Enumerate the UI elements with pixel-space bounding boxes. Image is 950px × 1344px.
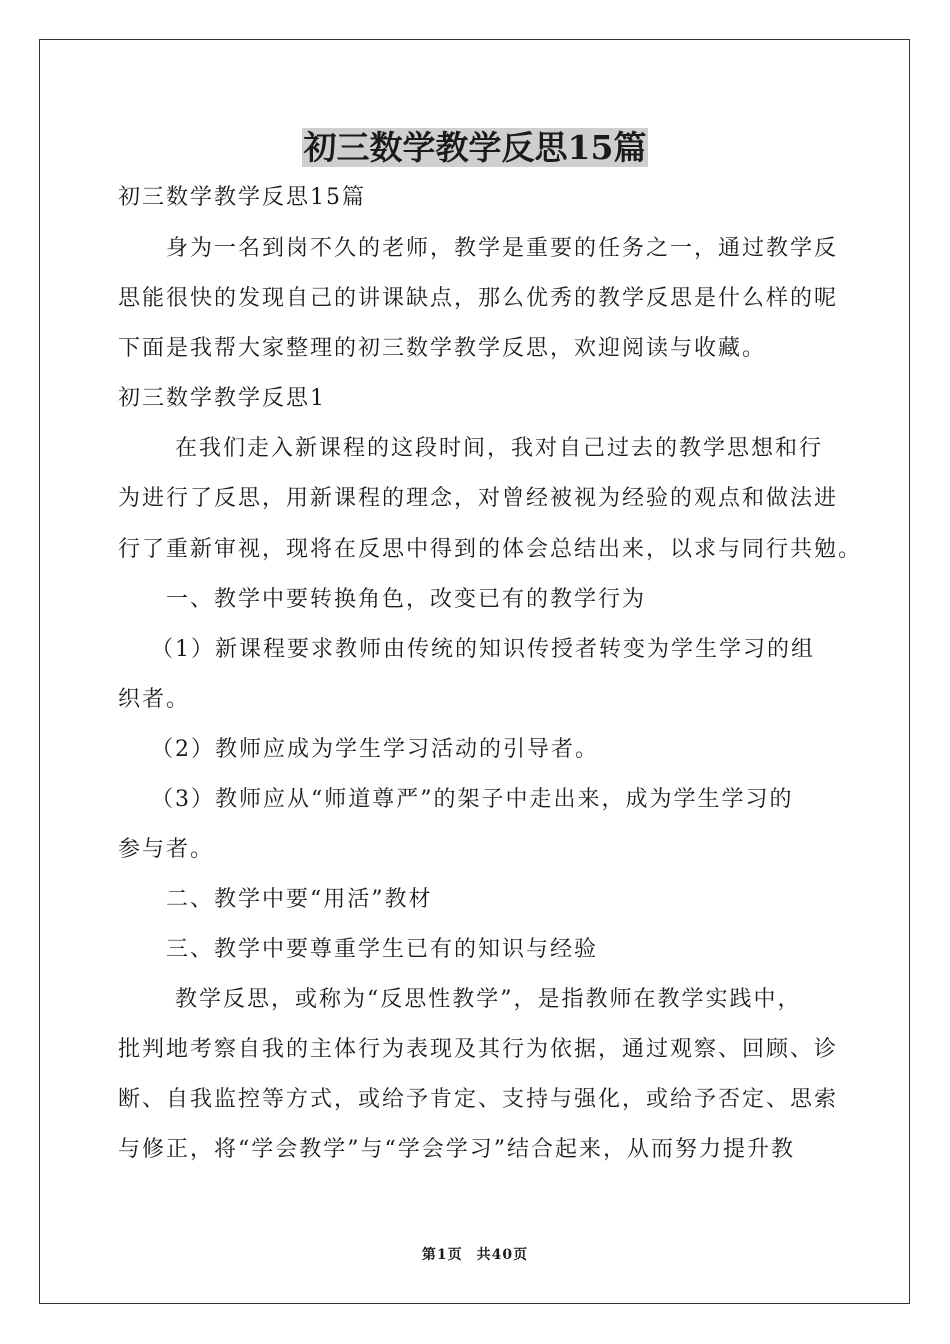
- page-number: 第1页: [421, 1247, 463, 1263]
- body-line: 批判地考察自我的主体行为表现及其行为依据，通过观察、回顾、诊: [118, 1037, 839, 1062]
- body-line: 一、教学中要转换角色，改变已有的教学行为: [118, 587, 647, 612]
- subtitle-line: 初三数学教学反思15篇: [118, 185, 366, 210]
- page-footer: [0, 1246, 950, 1264]
- body-line: （2）教师应成为学生学习活动的引导者。: [118, 737, 599, 762]
- body-line: 断、自我监控等方式，或给予肯定、支持与强化，或给予否定、思索: [118, 1087, 839, 1112]
- body-line: 教学反思，或称为“反思性教学”，是指教师在教学实践中，: [118, 987, 802, 1012]
- body-line: 三、教学中要尊重学生已有的知识与经验: [118, 937, 599, 962]
- body-line: 行了重新审视，现将在反思中得到的体会总结出来，以求与同行共勉。: [118, 537, 863, 562]
- body-line: 在我们走入新课程的这段时间，我对自己过去的教学思想和行: [118, 436, 823, 461]
- body-line: 与修正，将“学会教学”与“学会学习”结合起来，从而努力提升教: [118, 1137, 795, 1162]
- body-line: 思能很快的发现自己的讲课缺点，那么优秀的教学反思是什么样的呢: [118, 286, 839, 311]
- body-line: 为进行了反思，用新课程的理念，对曾经被视为经验的观点和做法进: [118, 486, 839, 511]
- section-heading: 初三数学教学反思1: [118, 386, 326, 411]
- body-line: 下面是我帮大家整理的初三数学教学反思，欢迎阅读与收藏。: [118, 336, 767, 361]
- page-total: 共40页: [476, 1247, 529, 1263]
- body-line: 二、教学中要“用活”教材: [118, 887, 433, 912]
- body-line: 身为一名到岗不久的老师，教学是重要的任务之一，通过教学反: [118, 236, 839, 261]
- body-line: （1）新课程要求教师由传统的知识传授者转变为学生学习的组: [118, 637, 815, 662]
- body-line: 参与者。: [118, 837, 215, 862]
- body-line: （3）教师应从“师道尊严”的架子中走出来，成为学生学习的: [118, 787, 794, 812]
- body-line: 织者。: [118, 687, 191, 712]
- document-title: 初三数学教学反思15篇: [303, 128, 647, 167]
